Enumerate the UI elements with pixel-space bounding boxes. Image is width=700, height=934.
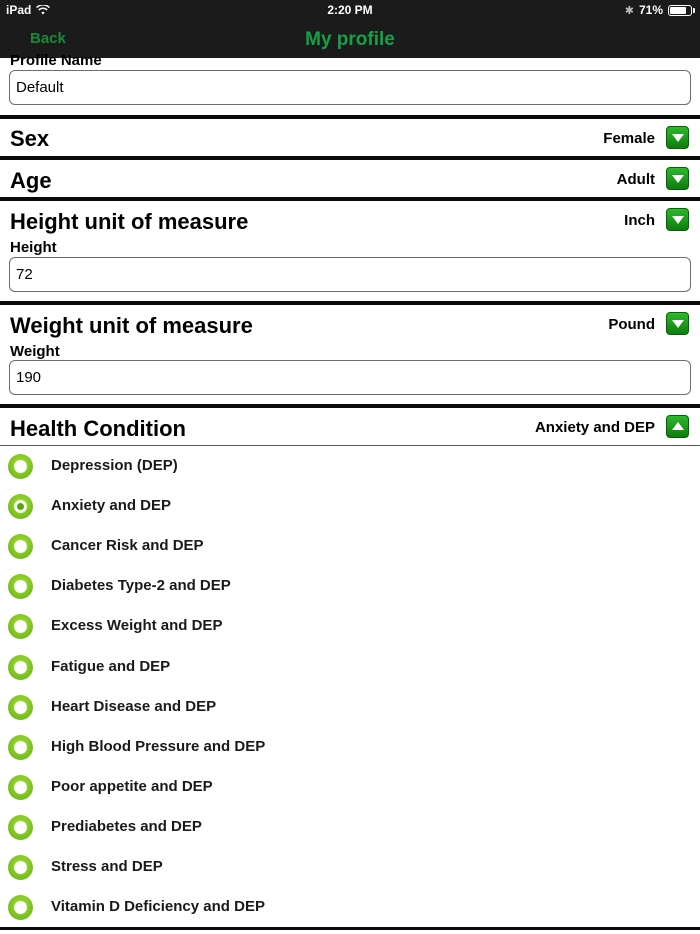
radio-dot [17,503,24,510]
status-time: 2:20 PM [327,3,373,17]
device-name: iPad [6,3,32,17]
chevron-down-icon [672,216,684,224]
sex-value[interactable]: Female [603,130,655,147]
health-condition-option[interactable] [0,851,700,887]
option-label: Diabetes Type-2 and DEP [51,577,231,595]
option-label: Heart Disease and DEP [51,697,217,715]
age-dropdown-button[interactable] [666,167,689,190]
radio-hole [14,701,27,714]
radio-hole [14,741,27,754]
radio-icon[interactable] [8,614,33,639]
health-condition-value[interactable]: Anxiety and DEP [534,419,655,436]
health-condition-option[interactable] [0,450,700,486]
radio-selected-icon[interactable] [8,494,33,519]
option-label: Cancer Risk and DEP [51,537,204,555]
radio-hole [14,781,27,794]
option-label: High Blood Pressure and DEP [51,737,266,755]
health-condition-option[interactable] [0,771,700,807]
health-condition-option[interactable] [0,891,700,927]
radio-icon[interactable] [8,454,33,479]
sex-label: Sex [10,126,50,151]
health-condition-option[interactable] [0,570,700,606]
age-value[interactable]: Adult [616,171,655,188]
option-label: Poor appetite and DEP [51,777,213,795]
chevron-down-icon [672,175,684,183]
divider [0,927,700,930]
radio-icon[interactable] [8,534,33,559]
health-condition-option[interactable] [0,490,700,526]
profile-name-label: Profile Name [10,52,102,69]
profile-name-input[interactable]: Default [9,70,691,105]
height-unit-dropdown-button[interactable] [666,208,689,231]
divider [0,404,700,408]
radio-hole [14,861,27,874]
radio-icon[interactable] [8,735,33,760]
option-label: Stress and DEP [51,858,163,875]
page-title: My profile [305,29,395,50]
chevron-down-icon [672,320,684,328]
chevron-up-icon [672,422,684,430]
divider [0,156,700,160]
radio-hole [14,460,27,473]
battery-fill [670,7,686,14]
option-label: Depression (DEP) [51,457,178,474]
option-label: Anxiety and DEP [51,497,172,515]
health-condition-dropdown-button[interactable] [666,415,689,438]
option-label: Fatigue and DEP [51,657,171,675]
radio-hole [14,661,27,674]
divider [0,301,700,305]
height-label: Height [10,239,57,256]
option-label: Vitamin D Deficiency and DEP [51,898,265,916]
radio-hole [14,901,27,914]
height-input[interactable]: 72 [9,257,691,292]
radio-hole [14,540,27,553]
battery-percent: 71% [638,3,663,17]
radio-hole [14,620,27,633]
health-condition-option[interactable] [0,811,700,847]
chevron-down-icon [672,134,684,142]
sex-dropdown-button[interactable] [666,126,689,149]
height-unit-label: Height unit of measure [10,209,249,234]
radio-icon[interactable] [8,855,33,880]
option-label: Excess Weight and DEP [51,617,223,635]
top-bar [0,0,700,58]
radio-icon[interactable] [8,695,33,720]
radio-hole [14,580,27,593]
weight-label: Weight [10,343,60,360]
back-button[interactable]: Back [30,30,66,47]
height-unit-value[interactable]: Inch [624,212,655,229]
radio-icon[interactable] [8,815,33,840]
battery-icon [668,5,692,16]
age-label: Age [10,168,52,193]
status-bar [0,0,700,20]
health-condition-option[interactable] [0,610,700,646]
radio-icon[interactable] [8,574,33,599]
health-condition-option[interactable] [0,530,700,566]
weight-input[interactable]: 190 [9,360,691,395]
divider [0,115,700,119]
weight-unit-value[interactable]: Pound [608,316,655,333]
radio-icon[interactable] [8,655,33,680]
nav-bar [0,22,700,58]
health-condition-option[interactable] [0,651,700,687]
radio-icon[interactable] [8,895,33,920]
health-condition-option[interactable] [0,731,700,767]
health-condition-label: Health Condition [10,416,186,441]
radio-icon[interactable] [8,775,33,800]
weight-unit-label: Weight unit of measure [10,313,253,338]
radio-hole [14,500,27,513]
bluetooth-icon: ✱ [624,4,634,17]
radio-hole [14,821,27,834]
divider [0,445,700,446]
health-condition-option[interactable] [0,691,700,727]
option-label: Prediabetes and DEP [51,817,202,835]
weight-unit-dropdown-button[interactable] [666,312,689,335]
divider [0,197,700,201]
